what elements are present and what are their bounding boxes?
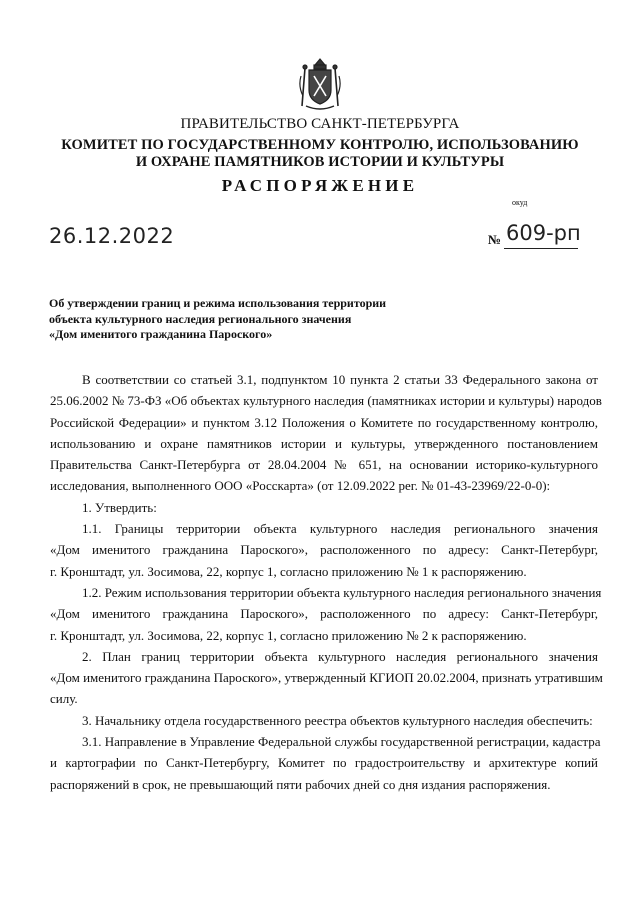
government-name: ПРАВИТЕЛЬСТВО САНКТ-ПЕТЕРБУРГА bbox=[180, 116, 460, 132]
document-subject bbox=[49, 296, 386, 343]
committee-name-line-1: КОМИТЕТ ПО ГОСУДАРСТВЕННОМУ КОНТРОЛЮ, ИСПОЛЬЗОВАНИЮ bbox=[61, 137, 579, 153]
coat-of-arms-emblem bbox=[298, 56, 342, 114]
body-paragraph bbox=[50, 518, 598, 582]
body-paragraph bbox=[50, 582, 602, 646]
body-line: использованию и охране памятников истории и культуры, утвержденного постановлением bbox=[50, 435, 598, 451]
body-line: Правительства Санкт-Петербурга от 28.04.2004 № 651, на основании историко-культурного bbox=[50, 457, 598, 473]
body-line: В соответствии со статьей 3.1, подпунктом 10 пункта 2 статьи 33 Федерального закона от bbox=[82, 372, 598, 387]
body-line: 25.06.2002 № 73-ФЗ «Об объектах культурного наследия (памятниках истории и культуры) народов bbox=[50, 393, 602, 409]
body-line: «Дом именитого гражданина Пароского», расположенного по адресу: Санкт-Петербург, bbox=[50, 542, 598, 558]
body-line: г. Кронштадт, ул. Зосимова, 22, корпус 1, согласно приложению № 2 к распоряжению. bbox=[50, 627, 527, 643]
body-paragraph bbox=[50, 731, 601, 795]
body-paragraph bbox=[50, 710, 598, 731]
body-line: «Дом именитого гражданина Пароского», утвержденный КГИОП 20.02.2004, признать утратившим bbox=[50, 670, 603, 686]
number-underline bbox=[504, 248, 578, 249]
body-line: распоряжений в срок, не превышающий пяти рабочих дней со дня издания распоряжения. bbox=[50, 776, 551, 792]
committee-name-line-2: И ОХРАНЕ ПАМЯТНИКОВ ИСТОРИИ И КУЛЬТУРЫ bbox=[135, 154, 505, 170]
body-paragraph bbox=[50, 369, 602, 497]
body-line: «Дом именитого гражданина Пароского», расположенного по адресу: Санкт-Петербург, bbox=[50, 606, 598, 622]
body-paragraph bbox=[50, 646, 603, 710]
body-line: 3.1. Направление в Управление Федеральной службы государственной регистрации, кадастра bbox=[82, 734, 601, 750]
document-date: 26.12.2022 bbox=[49, 224, 175, 248]
body-line: 1.2. Режим использования территории объекта культурного наследия регионального значения bbox=[82, 584, 602, 600]
body-line: и картографии по Санкт-Петербургу, Комитет по градостроительству и архитектуре копий bbox=[50, 755, 598, 771]
body-line: 3. Начальнику отдела государственного реестра объектов культурного наследия обеспечить: bbox=[82, 712, 593, 728]
document-body bbox=[50, 369, 603, 795]
number-sign: № bbox=[488, 232, 502, 247]
subject-line: «Дом именитого гражданина Пароского» bbox=[49, 327, 273, 341]
committee-name bbox=[0, 137, 640, 171]
number-value: 609-рп bbox=[506, 221, 581, 245]
body-line: силу. bbox=[50, 691, 78, 707]
okud-label: окуд bbox=[512, 198, 528, 207]
body-line: 1. Утвердить: bbox=[82, 499, 157, 515]
document-type-title: РАСПОРЯЖЕНИЕ bbox=[221, 176, 419, 195]
body-line: Российской Федерации» и пунктом 3.12 Положения о Комитете по государственному контролю, bbox=[50, 414, 598, 430]
body-line: 2. План границ территории объекта культурного наследия регионального значения bbox=[82, 648, 598, 664]
body-line: 1.1. Границы территории объекта культурного наследия регионального значения bbox=[82, 521, 598, 537]
body-line: исследования, выполненного ООО «Росскарта» (от 12.09.2022 рег. № 01-43-23969/22-0-0): bbox=[50, 478, 551, 494]
body-paragraph bbox=[50, 497, 598, 518]
subject-line: объекта культурного наследия регионального значения bbox=[49, 311, 352, 326]
subject-line: Об утверждении границ и режима использования территории bbox=[49, 296, 387, 310]
body-line: г. Кронштадт, ул. Зосимова, 22, корпус 1, согласно приложению № 1 к распоряжению. bbox=[50, 563, 527, 579]
